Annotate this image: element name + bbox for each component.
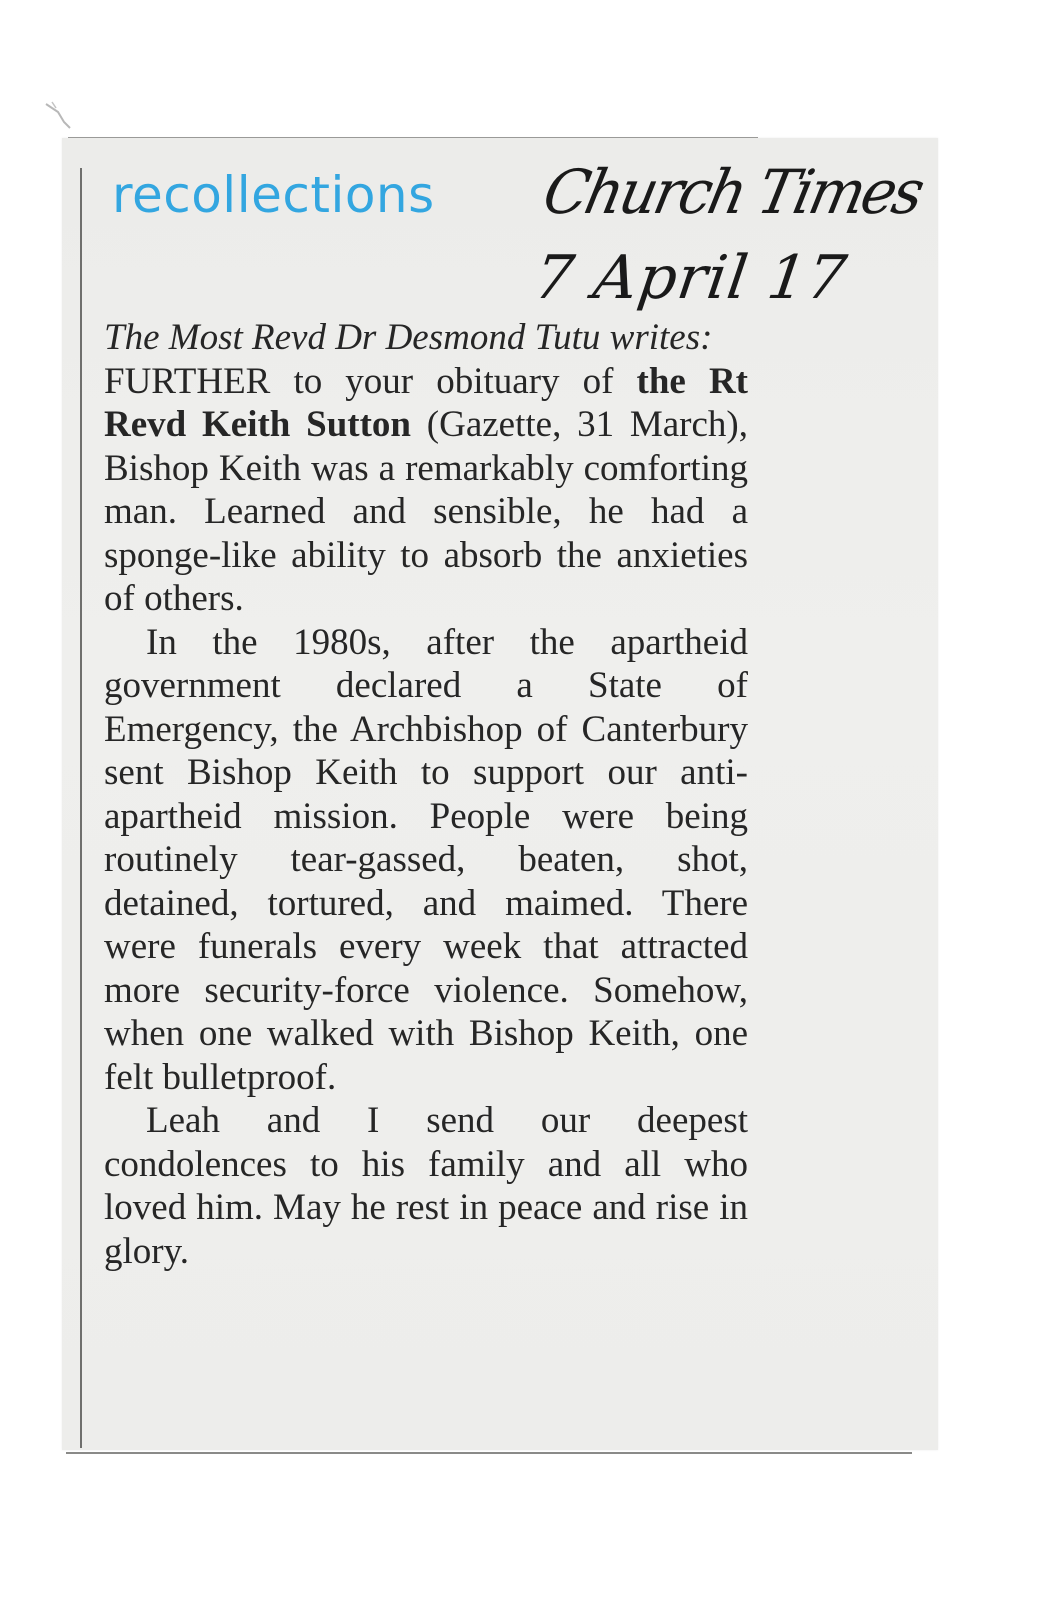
byline: The Most Revd Dr Desmond Tutu writes: — [104, 317, 713, 358]
paragraph-1-lead: FURTHER to your obituary of — [104, 360, 637, 402]
clipping-top-edge — [68, 137, 758, 138]
scan-corner-mark — [44, 100, 74, 130]
section-title: recollections — [112, 166, 435, 224]
handwritten-date: 7 April 17 — [530, 243, 852, 313]
paragraph-3: Leah and I send our deepest condolences to his family and all who loved him. May he rest in peace and rise in glory. — [104, 1100, 748, 1272]
paragraph-2: In the 1980s, after the apartheid government declared a State of Emergency, the Archbishop of Canterbury sent Bishop Keith to support our anti-apartheid mission. People were being routinely tear-gassed, beaten, shot, detained, tortured, and maimed. There were funerals every week that attracted more security-force violence. Somehow, when one walked with Bishop Keith, one felt bulletproof. — [104, 621, 748, 1098]
subject-name: the Rt Revd Keith Sutton — [104, 360, 748, 445]
handwritten-publication: Church Times — [537, 156, 929, 228]
article-body — [104, 316, 748, 1273]
clipping-bottom-edge — [66, 1452, 912, 1454]
paragraph-1 — [104, 360, 748, 621]
paragraph-1-rest: (Gazette, 31 March), Bishop Keith was a remarkably comforting man. Learned and sensible, he had a sponge-like ability to absorb the anxieties of others. — [104, 404, 748, 619]
handwritten-annotation — [530, 148, 929, 328]
column-rule — [80, 168, 82, 1448]
